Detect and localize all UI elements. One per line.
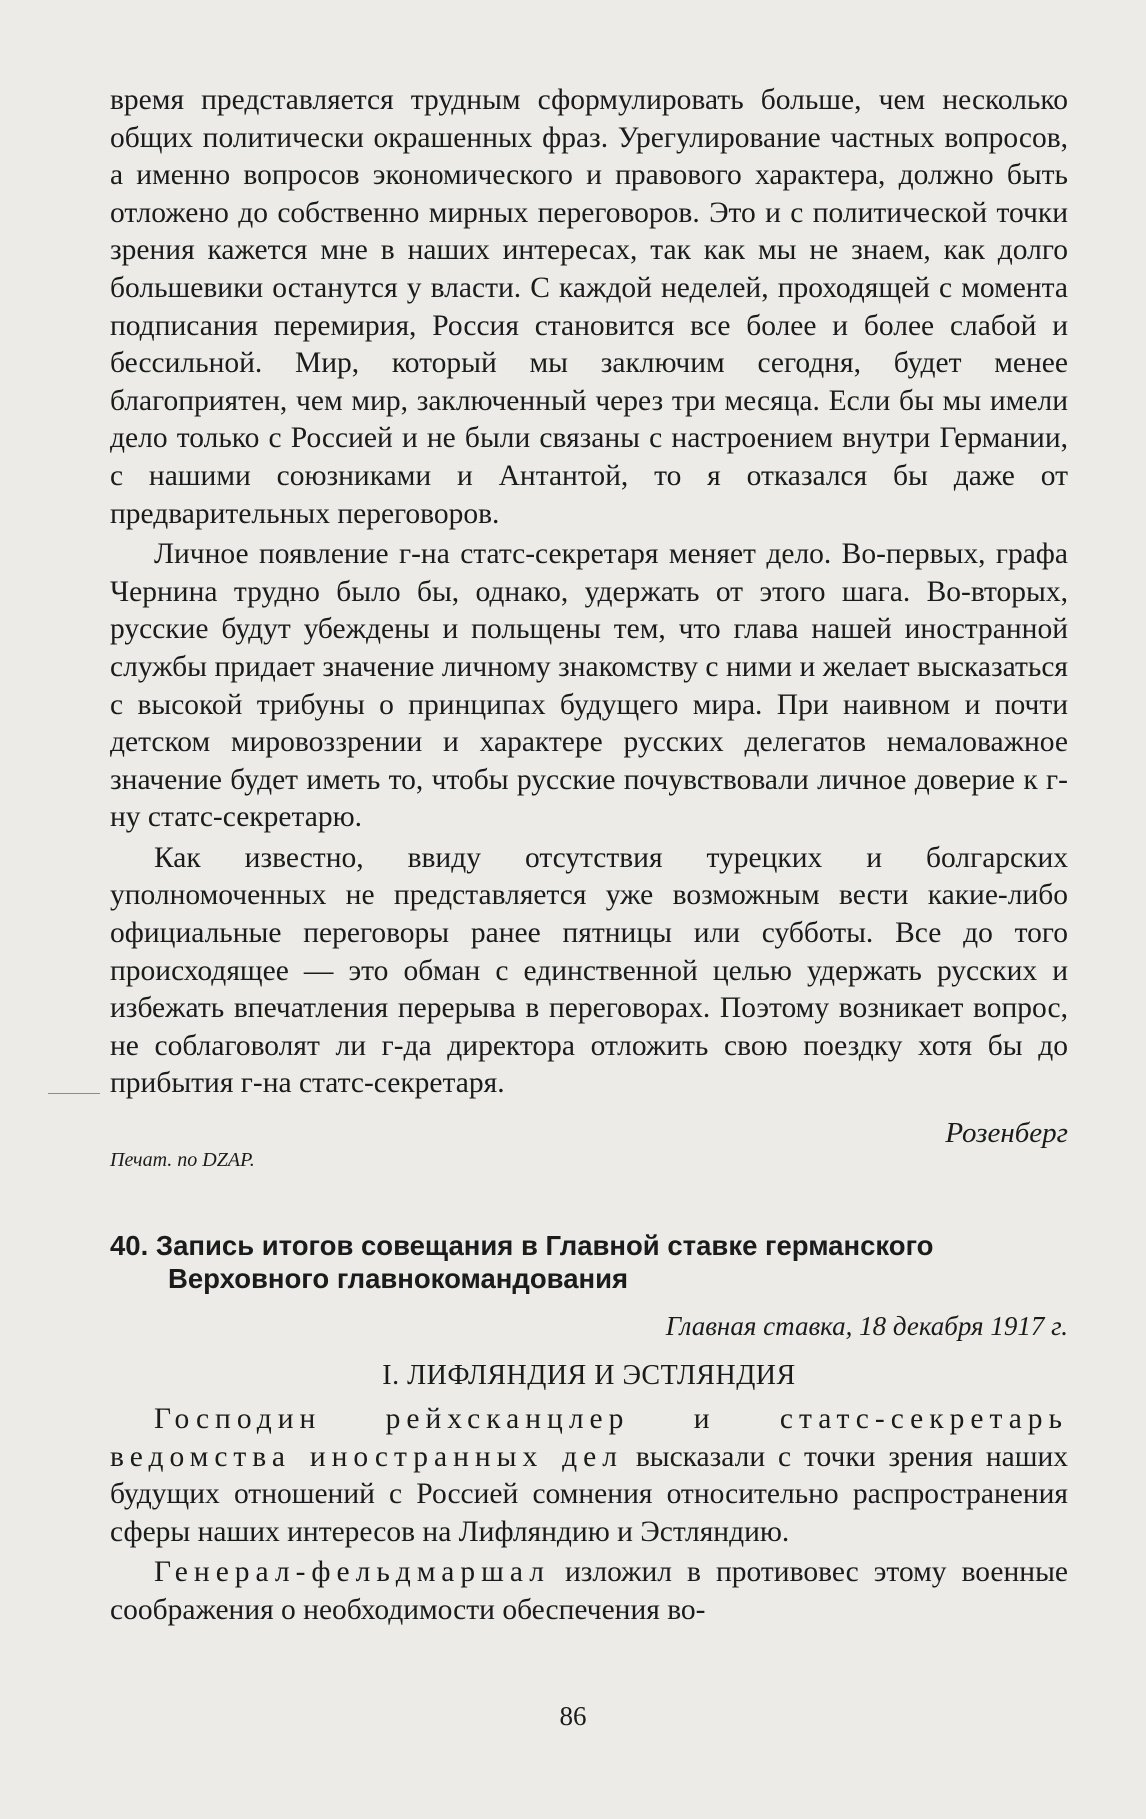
paragraph-3: Как известно, ввиду отсутствия турецких и болгарских уполномоченных не представляется уже возможным вести какие-либо официальные переговоры ранее пятницы или субботы. Все до того происходящее — это обман с единственной целью удержать русских и избежать впечатления перерыва в переговорах. Поэтому возникает вопрос, не соблаговолят ли г-да директора отложить свою поездку хотя бы до прибытия г-на статс-секретаря. xyxy=(110,841,1068,1100)
document-number: 40. xyxy=(110,1230,149,1262)
paragraph-2: Личное появление г-на статс-секретаря меняет дело. Во-первых, графа Чернина трудно было бы, однако, удержать от этого шага. Во-вторых, русские будут убеждены и польщены тем, что глава нашей иностранной службы придает значение личному знакомству с ними и желает высказаться с высокой трибуны о принципах будущего мира. При наивном и почти детском мировоззрении и характере русских делегатов немаловажное значение будет иметь то, чтобы русские почувствовали личное доверие к г-ну статс-секретарю. xyxy=(110,538,1068,834)
paragraph-5-spaced: Генерал-фельдмаршал xyxy=(154,1556,550,1589)
document-heading-line xyxy=(110,1229,1068,1295)
document-dateline: Главная ставка, 18 декабря 1917 г. xyxy=(665,1311,1068,1342)
paragraph-4-rest: высказали с точки зрения наших будущих отношений с Россией сомнения относительно распространения сферы наших интересов на Лифляндию и Эстляндию. xyxy=(110,1440,1068,1548)
page-number: 86 xyxy=(559,1701,587,1731)
paragraph-4-spaced: Господин рейхсканцлер и статс-секретарь ведомства иностранных дел xyxy=(110,1403,1068,1473)
document-title: Запись итогов совещания в Главной ставке германского Верховного главнокомандования xyxy=(155,1230,934,1295)
paragraph-4 xyxy=(110,1401,1068,1551)
section-heading: I. ЛИФЛЯНДИЯ И ЭСТЛЯНДИЯ xyxy=(382,1360,796,1392)
paragraph-5 xyxy=(110,1554,1068,1629)
page-content xyxy=(110,82,1068,1630)
document-heading xyxy=(110,1229,1068,1295)
paragraph-1: время представляется трудным сформулировать больше, чем несколько общих политически окрашенных фраз. Урегулирование частных вопросов, а именно вопросов экономического и правового характера, должно быть отложено до собственно мирных переговоров. Это и с политической точки зрения кажется мне в наших интересах, так как мы не знаем, как долго большевики останутся у власти. С каждой неделей, проходящей с момента подписания перемирия, Россия становится все более и более слабой и бессильной. Мир, который мы заключим сегодня, будет менее благоприятен, чем мир, заключенный через три месяца. Если бы мы имели дело только с Россией и не были связаны с настроением внутри Германии, с нашими союзниками и Антантой, то я отказался бы даже от предварительных переговоров. xyxy=(110,84,1068,530)
signature: Розенберг xyxy=(945,1117,1068,1150)
source-note: Печат. по DZAP. xyxy=(110,1149,255,1172)
paragraph-5-rest: изложил в противовес этому военные соображения о необходимости обеспечения во- xyxy=(110,1556,1068,1626)
margin-mark xyxy=(48,1093,100,1094)
